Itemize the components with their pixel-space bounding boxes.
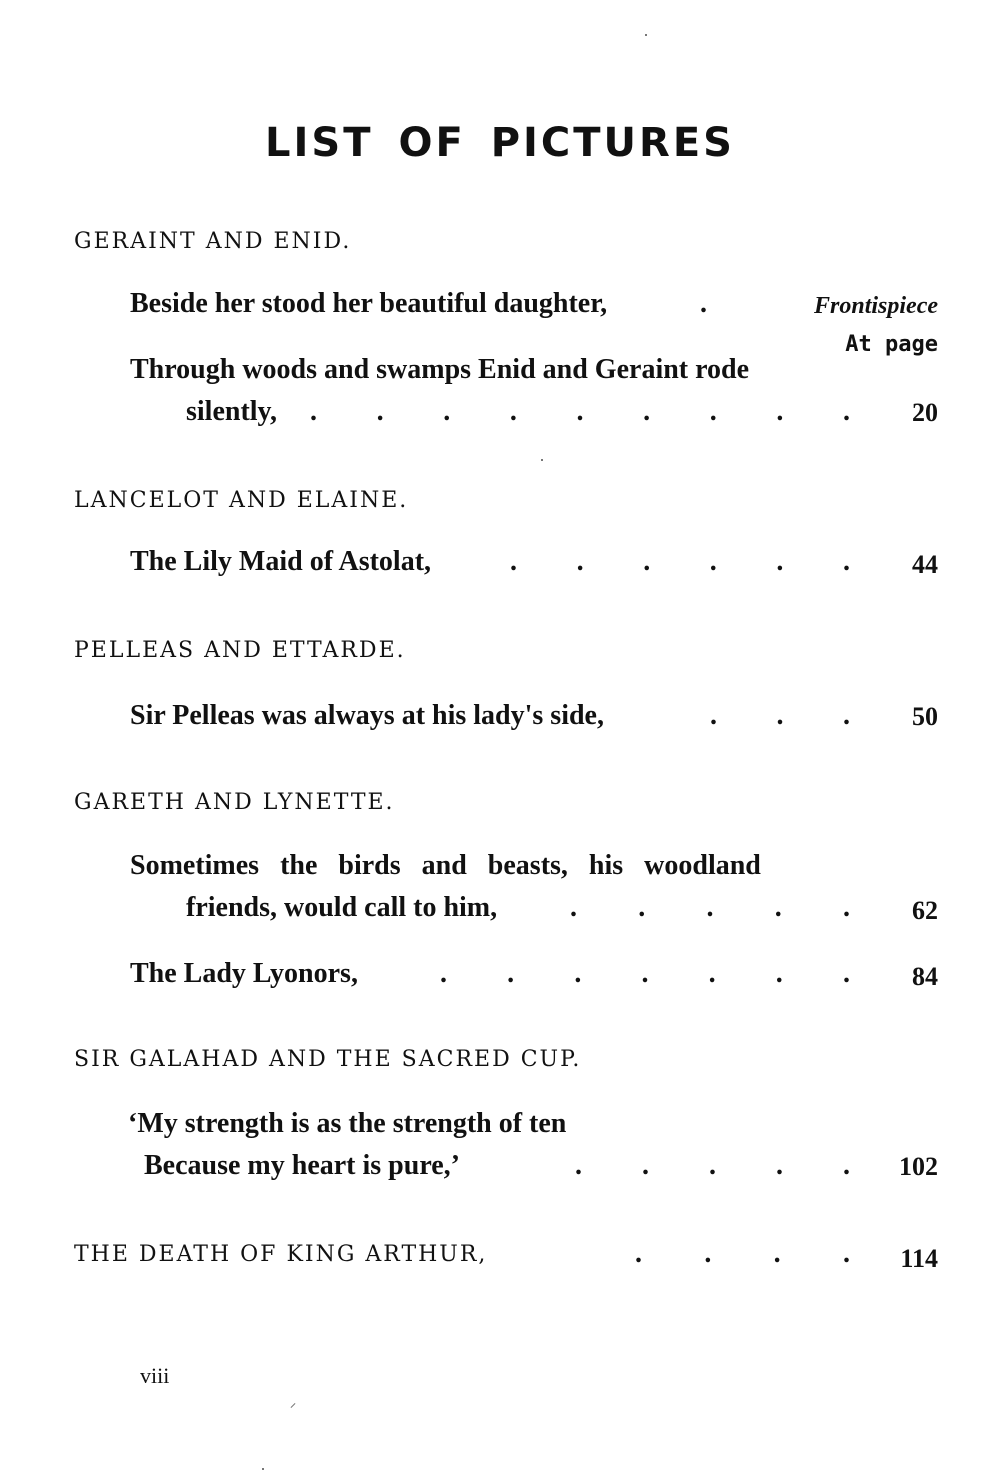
entry-page-number: 84 [912, 962, 938, 991]
leader-dots: . . . . . [570, 892, 850, 923]
folio-page-number: viii [140, 1363, 170, 1388]
entry-page-number: 102 [899, 1152, 938, 1181]
entry-page-number: 114 [900, 1244, 938, 1273]
entry-page-number: 62 [912, 896, 938, 925]
leader-dots: . . . . . . . . . [310, 396, 850, 427]
entry-caption: Sir Pelleas was always at his lady's side, [130, 700, 604, 731]
entry-page-number: 20 [912, 398, 938, 427]
entry-caption-line1: Sometimes the birds and beasts, his woodland [130, 850, 761, 881]
scan-speck [541, 459, 543, 461]
leader-dots: . [700, 288, 707, 319]
entry-caption-line1: ‘My strength is as the strength of ten [128, 1108, 567, 1139]
at-page-label: At page [845, 332, 938, 357]
section-heading-death-king-arthur: THE DEATH OF KING ARTHUR, [74, 1242, 488, 1267]
section-heading-pelleas-ettarde: PELLEAS AND ETTARDE. [74, 638, 406, 663]
entry-caption-line1: Through woods and swamps Enid and Geraint rode [130, 354, 750, 385]
leader-dots: . . . . . . . [440, 958, 850, 989]
leader-dots: . . . . . [575, 1150, 850, 1181]
section-heading-lancelot-elaine: LANCELOT AND ELAINE. [74, 488, 409, 513]
entry-caption: Beside her stood her beautiful daughter, [130, 288, 608, 319]
leader-dots: . . . . [635, 1238, 850, 1269]
leader-dots: . . . [710, 700, 850, 731]
entry-caption-line2: Because my heart is pure,’ [144, 1150, 460, 1181]
section-heading-geraint-enid: GERAINT AND ENID. [74, 229, 352, 254]
entry-page-number: 44 [912, 550, 938, 579]
scan-speck [291, 1403, 296, 1408]
page-title: LIST OF PICTURES [265, 120, 735, 166]
section-heading-gareth-lynette: GARETH AND LYNETTE. [74, 790, 395, 815]
scan-speck [645, 34, 647, 36]
entry-caption: The Lady Lyonors, [130, 958, 358, 989]
entry-page-number: 50 [912, 702, 938, 731]
scan-speck [262, 1468, 264, 1470]
entry-caption-line2: friends, would call to him, [186, 892, 498, 923]
entry-caption: The Lily Maid of Astolat, [130, 546, 432, 577]
entry-page-frontispiece: Frontispiece [814, 293, 938, 319]
entry-caption-line2: silently, [186, 396, 278, 427]
section-heading-sir-galahad: SIR GALAHAD AND THE SACRED CUP. [74, 1047, 582, 1072]
leader-dots: . . . . . . [510, 546, 850, 577]
